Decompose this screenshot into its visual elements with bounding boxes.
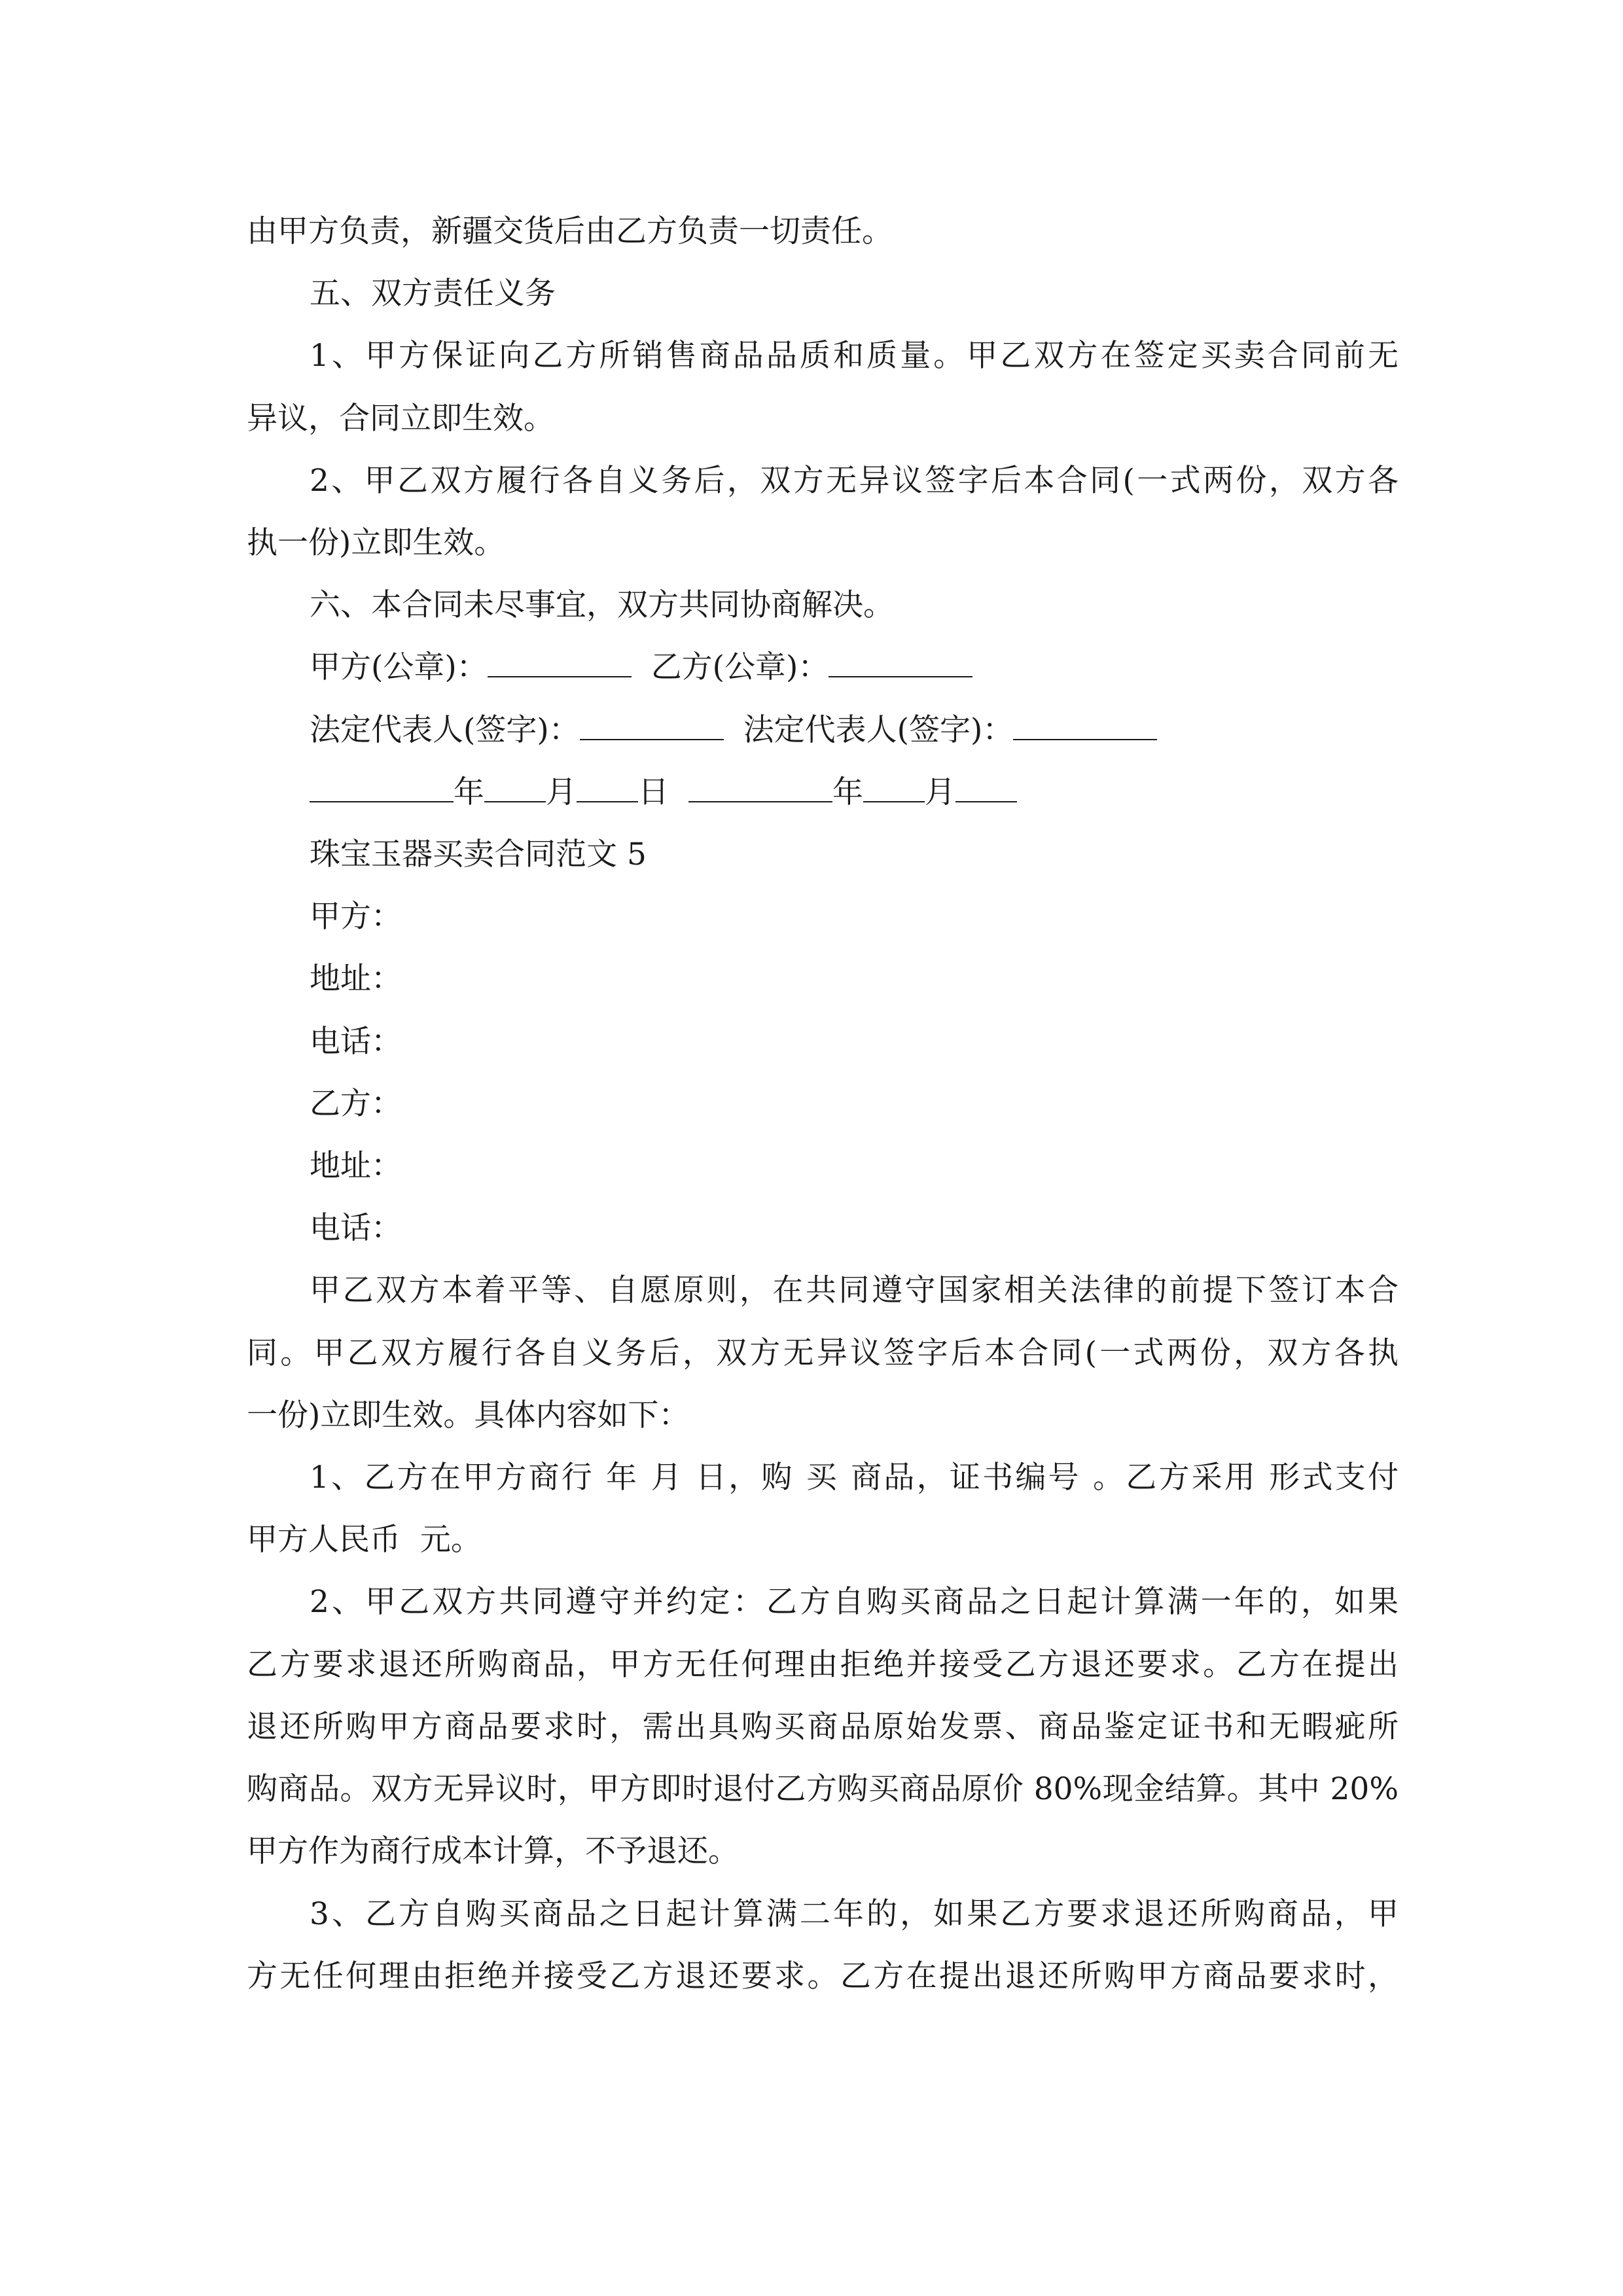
paragraph-line: 异议，合同立即生效。 [247, 401, 554, 437]
paragraph-line: 甲方作为商行成本计算，不予退还。 [247, 1833, 739, 1869]
party-a-seal-blank [488, 647, 632, 677]
date-b-month-blank [863, 772, 925, 802]
paragraph-line: 甲乙双方本着平等、自愿原则，在共同遵守国家相关法律的前提下签订本合 [310, 1272, 1399, 1308]
date-a-day-label: 日 [638, 774, 669, 810]
paragraph-line: 3、乙方自购买商品之日起计算满二年的，如果乙方要求退还所购商品，甲 [310, 1896, 1399, 1932]
paragraph-line: 甲方人民币 元。 [247, 1522, 482, 1558]
signature-seal-line [310, 647, 1399, 689]
rep-b-label: 法定代表人(签字)： [743, 712, 1014, 748]
document-title: 珠宝玉器买卖合同范文 5 [310, 836, 647, 872]
paragraph-line: 执一份)立即生效。 [247, 525, 505, 561]
section-heading: 五、双方责任义务 [310, 276, 556, 312]
date-a-month-label: 月 [546, 774, 577, 810]
date-a-year-label: 年 [454, 774, 484, 810]
party-a-phone-label: 电话： [310, 1024, 402, 1060]
date-a-day-blank [577, 772, 638, 802]
party-b-address-label: 地址： [310, 1148, 402, 1184]
paragraph-line: 退还所购甲方商品要求时，需出具购买商品原始发票、商品鉴定证书和无暇疵所 [247, 1709, 1399, 1745]
paragraph-line: 由甲方负责，新疆交货后由乙方负责一切责任。 [247, 213, 893, 249]
paragraph-line: 2、甲乙双方共同遵守并约定：乙方自购买商品之日起计算满一年的，如果 [310, 1584, 1399, 1620]
paragraph-line: 购商品。双方无异议时，甲方即时退付乙方购买商品原价 80%现金结算。其中 20% [247, 1771, 1399, 1807]
signature-date-line [310, 772, 1399, 814]
paragraph-line: 方无任何理由拒绝并接受乙方退还要求。乙方在提出退还所购甲方商品要求时， [247, 1958, 1399, 1994]
section-heading: 六、本合同未尽事宜，双方共同协商解决。 [310, 587, 894, 623]
date-b-year-blank [688, 772, 832, 802]
party-a-seal-label: 甲方(公章)： [310, 649, 488, 685]
party-b-phone-label: 电话： [310, 1210, 402, 1246]
paragraph-line: 同。甲乙双方履行各自义务后，双方无异议签字后本合同(一式两份，双方各执 [247, 1335, 1399, 1371]
party-b-seal-blank [829, 647, 972, 677]
date-a-month-blank [484, 772, 546, 802]
rep-a-blank [580, 710, 724, 740]
rep-a-label: 法定代表人(签字)： [310, 712, 580, 748]
paragraph-line: 1、乙方在甲方商行 年 月 日，购 买 商品，证书编号 。乙方采用 形式支付 [310, 1460, 1399, 1496]
paragraph-line: 2、甲乙双方履行各自义务后，双方无异议签字后本合同(一式两份，双方各 [310, 463, 1399, 499]
date-b-year-label: 年 [832, 774, 863, 810]
party-b-label: 乙方： [310, 1086, 402, 1122]
paragraph-line: 乙方要求退还所购商品，甲方无任何理由拒绝并接受乙方退还要求。乙方在提出 [247, 1647, 1399, 1683]
rep-b-blank [1013, 710, 1157, 740]
paragraph-line: 一份)立即生效。具体内容如下： [247, 1397, 690, 1433]
party-a-label: 甲方： [310, 899, 402, 935]
date-b-month-label: 月 [925, 774, 955, 810]
date-a-year-blank [310, 772, 454, 802]
paragraph-line: 1、甲方保证向乙方所销售商品品质和质量。甲乙双方在签定买卖合同前无 [310, 338, 1399, 374]
signature-rep-line [310, 709, 1399, 751]
party-b-seal-label: 乙方(公章)： [651, 649, 829, 685]
party-a-address-label: 地址： [310, 961, 402, 997]
date-b-end-blank [955, 772, 1017, 802]
